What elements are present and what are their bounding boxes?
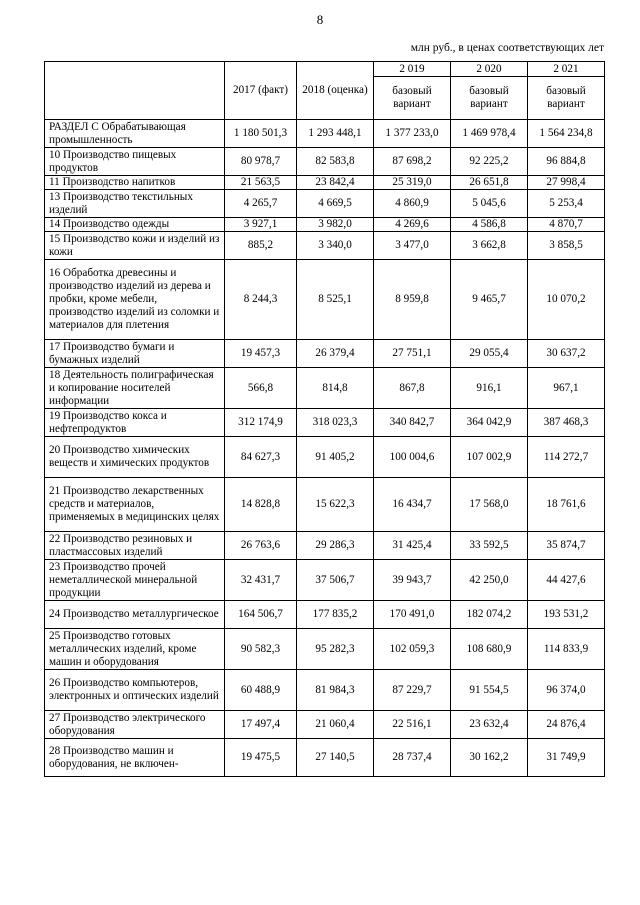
value-2021: 4 870,7 [528, 218, 605, 232]
header-year-2020: 2 020 [451, 62, 528, 77]
value-2021: 27 998,4 [528, 176, 605, 190]
value-2017: 32 431,7 [225, 560, 297, 601]
value-2021: 44 427,6 [528, 560, 605, 601]
industry-name: 28 Производство машин и оборудования, не включен- [45, 739, 225, 777]
value-2021: 96 884,8 [528, 148, 605, 176]
table-row [45, 190, 605, 218]
header-year-2019: 2 019 [374, 62, 451, 77]
value-2021: 967,1 [528, 368, 605, 409]
value-2019: 31 425,4 [374, 532, 451, 560]
value-2020: 33 592,5 [451, 532, 528, 560]
value-2019: 867,8 [374, 368, 451, 409]
table-row [45, 340, 605, 368]
industry-name: 13 Производство текстильных изделий [45, 190, 225, 218]
industry-name: 23 Производство прочей неметаллической минеральной продукции [45, 560, 225, 601]
page-number: 8 [316, 12, 324, 27]
value-2017: 566,8 [225, 368, 297, 409]
value-2019: 4 860,9 [374, 190, 451, 218]
value-2019: 8 959,8 [374, 260, 451, 340]
value-2019: 102 059,3 [374, 629, 451, 670]
table-row [45, 560, 605, 601]
table-row [45, 532, 605, 560]
value-2017: 26 763,6 [225, 532, 297, 560]
value-2019: 87 229,7 [374, 670, 451, 711]
value-2019: 4 269,6 [374, 218, 451, 232]
header-2017: 2017 (факт) [225, 62, 297, 120]
value-2018: 27 140,5 [297, 739, 374, 777]
table-row [45, 601, 605, 629]
value-2019: 100 004,6 [374, 437, 451, 478]
industry-name: 11 Производство напитков [45, 176, 225, 190]
value-2020: 1 469 978,4 [451, 120, 528, 148]
industry-name: 26 Производство компьютеров, электронных и оптических изделий [45, 670, 225, 711]
value-2017: 4 265,7 [225, 190, 297, 218]
value-2021: 24 876,4 [528, 711, 605, 739]
value-2021: 30 637,2 [528, 340, 605, 368]
table-row [45, 232, 605, 260]
table-row [45, 478, 605, 532]
value-2020: 92 225,2 [451, 148, 528, 176]
value-2018: 15 622,3 [297, 478, 374, 532]
value-2019: 28 737,4 [374, 739, 451, 777]
table-row [45, 409, 605, 437]
value-2017: 17 497,4 [225, 711, 297, 739]
header-variant-2019: базовый вариант [374, 77, 451, 120]
value-2018: 29 286,3 [297, 532, 374, 560]
industry-name: 16 Обработка древесины и производство изделий из дерева и пробки, кроме мебели, производство изделий из соломки и материалов для плетения [45, 260, 225, 340]
value-2021: 10 070,2 [528, 260, 605, 340]
value-2019: 16 434,7 [374, 478, 451, 532]
table-row [45, 218, 605, 232]
value-2020: 17 568,0 [451, 478, 528, 532]
value-2017: 1 180 501,3 [225, 120, 297, 148]
value-2017: 19 475,5 [225, 739, 297, 777]
table-row [45, 629, 605, 670]
value-2020: 107 002,9 [451, 437, 528, 478]
table-row [45, 176, 605, 190]
industry-name: 14 Производство одежды [45, 218, 225, 232]
value-2018: 1 293 448,1 [297, 120, 374, 148]
value-2020: 23 632,4 [451, 711, 528, 739]
units-note: млн руб., в ценах соответствующих лет [410, 42, 604, 54]
value-2018: 3 982,0 [297, 218, 374, 232]
value-2017: 312 174,9 [225, 409, 297, 437]
value-2017: 21 563,5 [225, 176, 297, 190]
industry-name: 24 Производство металлургическое [45, 601, 225, 629]
value-2018: 177 835,2 [297, 601, 374, 629]
industry-name: 21 Производство лекарственных средств и материалов, применяемых в медицинских целях [45, 478, 225, 532]
value-2019: 87 698,2 [374, 148, 451, 176]
value-2018: 91 405,2 [297, 437, 374, 478]
value-2020: 91 554,5 [451, 670, 528, 711]
table-body [45, 120, 605, 777]
industry-name: 20 Производство химических веществ и химических продуктов [45, 437, 225, 478]
value-2020: 26 651,8 [451, 176, 528, 190]
industry-name: 22 Производство резиновых и пластмассовых изделий [45, 532, 225, 560]
table-row [45, 120, 605, 148]
value-2021: 114 272,7 [528, 437, 605, 478]
value-2020: 29 055,4 [451, 340, 528, 368]
value-2018: 318 023,3 [297, 409, 374, 437]
value-2017: 8 244,3 [225, 260, 297, 340]
value-2020: 9 465,7 [451, 260, 528, 340]
value-2021: 35 874,7 [528, 532, 605, 560]
forecast-table [44, 61, 605, 777]
value-2017: 84 627,3 [225, 437, 297, 478]
value-2017: 19 457,3 [225, 340, 297, 368]
value-2021: 3 858,5 [528, 232, 605, 260]
value-2019: 170 491,0 [374, 601, 451, 629]
value-2020: 108 680,9 [451, 629, 528, 670]
industry-name: 27 Производство электрического оборудования [45, 711, 225, 739]
value-2017: 3 927,1 [225, 218, 297, 232]
value-2020: 30 162,2 [451, 739, 528, 777]
table-row [45, 711, 605, 739]
value-2020: 364 042,9 [451, 409, 528, 437]
value-2017: 164 506,7 [225, 601, 297, 629]
value-2018: 814,8 [297, 368, 374, 409]
value-2021: 96 374,0 [528, 670, 605, 711]
industry-name: 15 Производство кожи и изделий из кожи [45, 232, 225, 260]
value-2020: 4 586,8 [451, 218, 528, 232]
industry-name: 18 Деятельность полиграфическая и копирование носителей информации [45, 368, 225, 409]
value-2017: 90 582,3 [225, 629, 297, 670]
value-2018: 37 506,7 [297, 560, 374, 601]
value-2020: 42 250,0 [451, 560, 528, 601]
table-row [45, 148, 605, 176]
industry-name: 17 Производство бумаги и бумажных изделий [45, 340, 225, 368]
value-2018: 8 525,1 [297, 260, 374, 340]
header-2018: 2018 (оценка) [297, 62, 374, 120]
value-2020: 3 662,8 [451, 232, 528, 260]
value-2017: 60 488,9 [225, 670, 297, 711]
header-year-2021: 2 021 [528, 62, 605, 77]
value-2021: 114 833,9 [528, 629, 605, 670]
value-2021: 1 564 234,8 [528, 120, 605, 148]
value-2019: 25 319,0 [374, 176, 451, 190]
value-2021: 31 749,9 [528, 739, 605, 777]
value-2017: 14 828,8 [225, 478, 297, 532]
value-2017: 80 978,7 [225, 148, 297, 176]
table-row [45, 368, 605, 409]
value-2018: 3 340,0 [297, 232, 374, 260]
table-row [45, 739, 605, 777]
value-2020: 5 045,6 [451, 190, 528, 218]
table-row [45, 260, 605, 340]
value-2020: 182 074,2 [451, 601, 528, 629]
table-row [45, 437, 605, 478]
value-2021: 387 468,3 [528, 409, 605, 437]
header-industry [45, 62, 225, 120]
industry-name: РАЗДЕЛ С Обрабатывающая промышленность [45, 120, 225, 148]
industry-name: 19 Производство кокса и нефтепродуктов [45, 409, 225, 437]
value-2017: 885,2 [225, 232, 297, 260]
industry-name: 25 Производство готовых металлических изделий, кроме машин и оборудования [45, 629, 225, 670]
header-variant-2020: базовый вариант [451, 77, 528, 120]
value-2019: 22 516,1 [374, 711, 451, 739]
value-2020: 916,1 [451, 368, 528, 409]
value-2021: 18 761,6 [528, 478, 605, 532]
value-2018: 95 282,3 [297, 629, 374, 670]
header-variant-2021: базовый вариант [528, 77, 605, 120]
value-2018: 81 984,3 [297, 670, 374, 711]
value-2018: 23 842,4 [297, 176, 374, 190]
value-2019: 1 377 233,0 [374, 120, 451, 148]
value-2019: 340 842,7 [374, 409, 451, 437]
value-2018: 21 060,4 [297, 711, 374, 739]
header-row-years [45, 62, 605, 77]
value-2019: 27 751,1 [374, 340, 451, 368]
value-2018: 82 583,8 [297, 148, 374, 176]
value-2021: 193 531,2 [528, 601, 605, 629]
value-2019: 39 943,7 [374, 560, 451, 601]
table-row [45, 670, 605, 711]
value-2018: 26 379,4 [297, 340, 374, 368]
value-2018: 4 669,5 [297, 190, 374, 218]
industry-name: 10 Производство пищевых продуктов [45, 148, 225, 176]
value-2021: 5 253,4 [528, 190, 605, 218]
value-2019: 3 477,0 [374, 232, 451, 260]
